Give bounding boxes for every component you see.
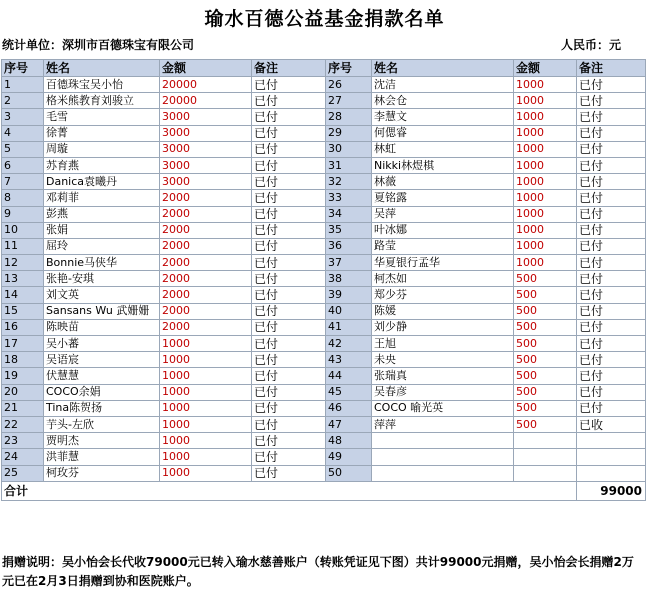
donation-amount: 1000	[514, 190, 577, 206]
row-number: 48	[326, 433, 372, 449]
table-row	[2, 109, 646, 125]
row-number: 30	[326, 141, 372, 157]
header-no: 序号	[2, 60, 44, 77]
donation-amount: 500	[514, 368, 577, 384]
payment-note: 已付	[577, 287, 646, 303]
payment-note: 已付	[252, 109, 326, 125]
row-number: 38	[326, 271, 372, 287]
payment-note: 已付	[577, 125, 646, 141]
payment-note: 已付	[577, 271, 646, 287]
donor-name: COCO 喻光英	[372, 400, 514, 416]
donation-amount: 1000	[514, 93, 577, 109]
donation-amount: 2000	[160, 222, 252, 238]
payment-note: 已付	[577, 352, 646, 368]
table-row	[2, 174, 646, 190]
row-number: 28	[326, 109, 372, 125]
donor-name: Tina陈贺扬	[44, 400, 160, 416]
donor-name: Danica袁曦丹	[44, 174, 160, 190]
row-number: 20	[2, 384, 44, 400]
payment-note: 已付	[252, 352, 326, 368]
payment-note: 已付	[252, 465, 326, 481]
row-number: 14	[2, 287, 44, 303]
payment-note: 已付	[577, 206, 646, 222]
donor-name: 张瑞真	[372, 368, 514, 384]
donor-name: Sansans Wu 武姗姗	[44, 303, 160, 319]
row-number: 46	[326, 400, 372, 416]
donation-amount: 1000	[514, 238, 577, 254]
donor-name	[372, 449, 514, 465]
table-row	[2, 222, 646, 238]
donor-name: 何偲睿	[372, 125, 514, 141]
payment-note: 已付	[577, 368, 646, 384]
donation-amount: 2000	[160, 190, 252, 206]
donor-name: 柯玫芬	[44, 465, 160, 481]
donation-amount: 1000	[514, 255, 577, 271]
row-number: 16	[2, 319, 44, 335]
payment-note: 已付	[252, 303, 326, 319]
payment-note: 已付	[577, 93, 646, 109]
donor-name: 刘文英	[44, 287, 160, 303]
payment-note: 已付	[577, 384, 646, 400]
row-number: 33	[326, 190, 372, 206]
total-row	[2, 481, 646, 500]
donation-amount: 500	[514, 319, 577, 335]
payment-note: 已付	[252, 255, 326, 271]
payment-note: 已付	[577, 336, 646, 352]
row-number: 26	[326, 77, 372, 93]
payment-note: 已付	[577, 238, 646, 254]
row-number: 29	[326, 125, 372, 141]
payment-note: 已付	[252, 433, 326, 449]
donation-amount: 500	[514, 336, 577, 352]
payment-note	[577, 465, 646, 481]
donation-amount: 3000	[160, 157, 252, 173]
row-number: 4	[2, 125, 44, 141]
donor-name: 路莹	[372, 238, 514, 254]
donation-amount: 500	[514, 384, 577, 400]
row-number: 13	[2, 271, 44, 287]
donor-name: 吴语宸	[44, 352, 160, 368]
donation-amount: 3000	[160, 141, 252, 157]
table-row	[2, 125, 646, 141]
donation-amount: 2000	[160, 255, 252, 271]
row-number: 18	[2, 352, 44, 368]
donor-name: 彭燕	[44, 206, 160, 222]
donation-amount	[514, 433, 577, 449]
row-number: 24	[2, 449, 44, 465]
table-row	[2, 157, 646, 173]
donation-amount: 2000	[160, 303, 252, 319]
table-row	[2, 449, 646, 465]
row-number: 40	[326, 303, 372, 319]
header-note: 备注	[252, 60, 326, 77]
donor-name: 吴小蕃	[44, 336, 160, 352]
table-row	[2, 352, 646, 368]
row-number: 45	[326, 384, 372, 400]
donor-name: 贾明杰	[44, 433, 160, 449]
table-row	[2, 287, 646, 303]
donation-amount: 20000	[160, 93, 252, 109]
donation-amount: 1000	[514, 222, 577, 238]
donor-name	[372, 465, 514, 481]
row-number: 37	[326, 255, 372, 271]
payment-note: 已付	[252, 271, 326, 287]
payment-note: 已付	[577, 190, 646, 206]
table-row	[2, 206, 646, 222]
donor-name: 邓莉菲	[44, 190, 160, 206]
donor-name: 李慧文	[372, 109, 514, 125]
row-number: 2	[2, 93, 44, 109]
donor-name: 周璇	[44, 141, 160, 157]
row-number: 32	[326, 174, 372, 190]
payment-note: 已付	[252, 384, 326, 400]
donor-name: 刘少静	[372, 319, 514, 335]
table-body	[2, 77, 646, 482]
row-number: 47	[326, 416, 372, 432]
donor-name: 陈映苗	[44, 319, 160, 335]
table-row	[2, 271, 646, 287]
donation-amount: 1000	[514, 109, 577, 125]
row-number: 5	[2, 141, 44, 157]
donation-amount: 1000	[160, 465, 252, 481]
payment-note: 已付	[252, 319, 326, 335]
row-number: 15	[2, 303, 44, 319]
payment-note: 已付	[252, 336, 326, 352]
header-note: 备注	[577, 60, 646, 77]
donor-name: 未央	[372, 352, 514, 368]
donation-amount: 3000	[160, 109, 252, 125]
table-row	[2, 238, 646, 254]
table-row	[2, 141, 646, 157]
row-number: 21	[2, 400, 44, 416]
payment-note: 已付	[577, 141, 646, 157]
unit-bar	[2, 36, 647, 54]
row-number: 7	[2, 174, 44, 190]
donor-name: 林虹	[372, 141, 514, 157]
donation-amount: 500	[514, 287, 577, 303]
payment-note: 已付	[252, 416, 326, 432]
donation-table	[1, 59, 646, 501]
donation-amount: 1000	[160, 336, 252, 352]
row-number: 34	[326, 206, 372, 222]
row-number: 41	[326, 319, 372, 335]
payment-note: 已付	[252, 93, 326, 109]
payment-note: 已付	[577, 319, 646, 335]
row-number: 35	[326, 222, 372, 238]
donation-amount: 20000	[160, 77, 252, 93]
row-number: 36	[326, 238, 372, 254]
page-title: 瑜水百德公益基金捐款名单	[204, 8, 445, 30]
row-number: 8	[2, 190, 44, 206]
table-row	[2, 303, 646, 319]
payment-note: 已付	[577, 174, 646, 190]
payment-note: 已付	[252, 222, 326, 238]
payment-note: 已付	[577, 222, 646, 238]
payment-note: 已付	[577, 109, 646, 125]
row-number: 17	[2, 336, 44, 352]
table-row	[2, 465, 646, 481]
row-number: 3	[2, 109, 44, 125]
donation-amount: 1000	[514, 141, 577, 157]
donor-name: 郑少芬	[372, 287, 514, 303]
donor-name: 吴萍	[372, 206, 514, 222]
donation-amount: 2000	[160, 238, 252, 254]
row-number: 27	[326, 93, 372, 109]
row-number: 44	[326, 368, 372, 384]
donation-amount: 3000	[160, 174, 252, 190]
donor-name: 陈媛	[372, 303, 514, 319]
row-number: 49	[326, 449, 372, 465]
payment-note: 已付	[252, 157, 326, 173]
donation-amount: 500	[514, 352, 577, 368]
donation-amount: 500	[514, 303, 577, 319]
table-row	[2, 319, 646, 335]
donation-amount: 1000	[160, 433, 252, 449]
donor-name: 洪菲慧	[44, 449, 160, 465]
row-number: 6	[2, 157, 44, 173]
donation-amount	[514, 465, 577, 481]
header-name: 姓名	[44, 60, 160, 77]
payment-note: 已付	[252, 141, 326, 157]
payment-note: 已付	[252, 206, 326, 222]
table-row	[2, 416, 646, 432]
header-row	[2, 60, 646, 77]
donation-amount: 3000	[160, 125, 252, 141]
donor-name: 叶冰娜	[372, 222, 514, 238]
row-number: 23	[2, 433, 44, 449]
row-number: 25	[2, 465, 44, 481]
donation-amount: 1000	[160, 416, 252, 432]
donor-name: 夏铭露	[372, 190, 514, 206]
donation-amount: 500	[514, 416, 577, 432]
payment-note: 已付	[577, 157, 646, 173]
table-row	[2, 255, 646, 271]
donation-footnote: 捐赠说明：吴小怡会长代收79000元已转入瑜水慈善账户（转账凭证见下图）共计99000元捐赠，吴小怡会长捐赠2万元已在2月3日捐赠到协和医院账户。	[2, 555, 634, 588]
payment-note: 已付	[252, 449, 326, 465]
donor-name: Bonnie马侠华	[44, 255, 160, 271]
row-number: 11	[2, 238, 44, 254]
row-number: 22	[2, 416, 44, 432]
donation-amount: 1000	[160, 384, 252, 400]
payment-note: 已付	[577, 255, 646, 271]
donation-amount	[514, 449, 577, 465]
donation-amount: 500	[514, 271, 577, 287]
payment-note	[577, 433, 646, 449]
header-amount: 金额	[160, 60, 252, 77]
row-number: 10	[2, 222, 44, 238]
donation-amount: 1000	[160, 368, 252, 384]
donor-name: 苏育燕	[44, 157, 160, 173]
donor-name: 王旭	[372, 336, 514, 352]
donation-amount: 1000	[160, 400, 252, 416]
unit-label: 统计单位：深圳市百德珠宝有限公司	[2, 38, 195, 52]
donor-name	[372, 433, 514, 449]
row-number: 31	[326, 157, 372, 173]
table-row	[2, 433, 646, 449]
donation-amount: 2000	[160, 319, 252, 335]
header-name: 姓名	[372, 60, 514, 77]
donor-name: 华夏银行孟华	[372, 255, 514, 271]
donor-name: 沈洁	[372, 77, 514, 93]
donor-name: 林会仓	[372, 93, 514, 109]
header-no: 序号	[326, 60, 372, 77]
row-number: 19	[2, 368, 44, 384]
table-row	[2, 190, 646, 206]
payment-note: 已付	[252, 400, 326, 416]
donor-name: 百德珠宝吴小怡	[44, 77, 160, 93]
currency-label: 人民币：元	[560, 38, 621, 52]
donation-amount: 1000	[514, 174, 577, 190]
payment-note: 已付	[252, 190, 326, 206]
donation-amount: 1000	[514, 157, 577, 173]
payment-note: 已付	[252, 77, 326, 93]
donor-name: 徐菁	[44, 125, 160, 141]
donation-amount: 1000	[160, 352, 252, 368]
payment-note	[577, 449, 646, 465]
payment-note: 已付	[252, 174, 326, 190]
donor-name: 伏慧慧	[44, 368, 160, 384]
table-row	[2, 336, 646, 352]
total-label: 合计	[2, 481, 577, 500]
row-number: 12	[2, 255, 44, 271]
donor-name: 张艳-安琪	[44, 271, 160, 287]
donor-name: 萍萍	[372, 416, 514, 432]
donation-amount: 1000	[514, 125, 577, 141]
payment-note: 已付	[577, 303, 646, 319]
donation-amount: 1000	[160, 449, 252, 465]
payment-note: 已付	[252, 125, 326, 141]
donor-name: 林薇	[372, 174, 514, 190]
row-number: 1	[2, 77, 44, 93]
payment-note: 已付	[252, 368, 326, 384]
row-number: 39	[326, 287, 372, 303]
donation-amount: 1000	[514, 77, 577, 93]
payment-note: 已付	[252, 238, 326, 254]
donor-name: 吴春彦	[372, 384, 514, 400]
donor-name: 格米熊教育刘骏立	[44, 93, 160, 109]
donor-name: 芋头-左欣	[44, 416, 160, 432]
row-number: 42	[326, 336, 372, 352]
payment-note: 已收	[577, 416, 646, 432]
row-number: 50	[326, 465, 372, 481]
donor-name: 毛雪	[44, 109, 160, 125]
donation-amount: 2000	[160, 287, 252, 303]
donor-name: 张娟	[44, 222, 160, 238]
donor-name: 屈玲	[44, 238, 160, 254]
donation-amount: 2000	[160, 271, 252, 287]
donation-amount: 2000	[160, 206, 252, 222]
donor-name: COCO余娟	[44, 384, 160, 400]
table-row	[2, 93, 646, 109]
row-number: 9	[2, 206, 44, 222]
table-row	[2, 384, 646, 400]
payment-note: 已付	[577, 77, 646, 93]
donation-amount: 1000	[514, 206, 577, 222]
donation-amount: 500	[514, 400, 577, 416]
header-amount: 金额	[514, 60, 577, 77]
donor-name: Nikki林煜棋	[372, 157, 514, 173]
table-row	[2, 368, 646, 384]
row-number: 43	[326, 352, 372, 368]
table-row	[2, 400, 646, 416]
donor-name: 柯杰如	[372, 271, 514, 287]
table-row	[2, 77, 646, 93]
total-value: 99000	[577, 481, 646, 500]
payment-note: 已付	[252, 287, 326, 303]
payment-note: 已付	[577, 400, 646, 416]
